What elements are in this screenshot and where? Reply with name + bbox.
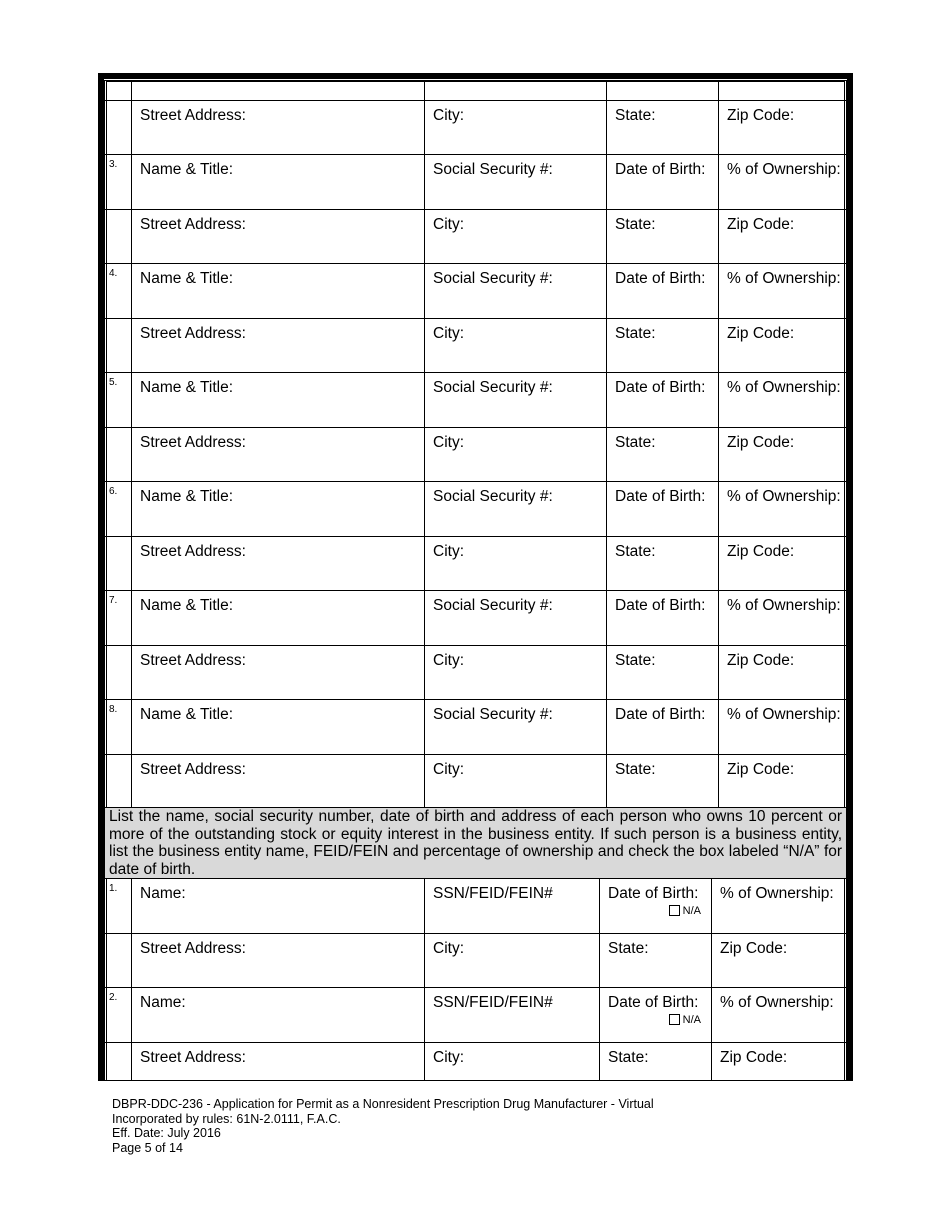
state-field[interactable]: State: xyxy=(607,645,719,700)
date-of-birth-field[interactable]: Date of Birth: xyxy=(607,482,719,537)
ownership-percent-field[interactable]: % of Ownership: xyxy=(719,155,847,210)
zip-code-field[interactable]: Zip Code: xyxy=(712,1042,847,1080)
social-security-field[interactable]: Social Security #: xyxy=(425,591,607,646)
city-field[interactable]: City: xyxy=(425,1042,600,1080)
table-row xyxy=(105,933,847,988)
na-checkbox[interactable] xyxy=(669,905,680,916)
table-row xyxy=(105,482,847,537)
zip-code-field[interactable]: Zip Code: xyxy=(719,318,847,373)
zip-code-field[interactable]: Zip Code: xyxy=(719,536,847,591)
social-security-field[interactable]: Social Security #: xyxy=(425,482,607,537)
row-number: 7. xyxy=(105,591,132,646)
ownership-percent-field[interactable]: % of Ownership: xyxy=(719,700,847,755)
ownership-percent-field[interactable]: % of Ownership: xyxy=(712,879,847,934)
ownership-percent-field[interactable]: % of Ownership: xyxy=(719,591,847,646)
table-row xyxy=(105,645,847,700)
effective-date: Eff. Date: July 2016 xyxy=(112,1126,221,1140)
social-security-field[interactable]: Social Security #: xyxy=(425,264,607,319)
row-number: 1. xyxy=(105,879,132,934)
state-field[interactable]: State: xyxy=(607,427,719,482)
ownership-percent-field[interactable]: % of Ownership: xyxy=(712,988,847,1043)
city-field[interactable]: City: xyxy=(425,645,607,700)
street-address-field[interactable]: Street Address: xyxy=(132,754,425,809)
na-label: N/A xyxy=(682,1014,701,1026)
social-security-field[interactable]: Social Security #: xyxy=(425,700,607,755)
row-number: 6. xyxy=(105,482,132,537)
ownership-percent-field[interactable]: % of Ownership: xyxy=(719,373,847,428)
social-security-field[interactable]: Social Security #: xyxy=(425,373,607,428)
ownership-percent-field[interactable]: % of Ownership: xyxy=(719,482,847,537)
name-field[interactable]: Name: xyxy=(132,879,425,934)
date-of-birth-field[interactable]: Date of Birth: xyxy=(607,155,719,210)
zip-code-field[interactable]: Zip Code: xyxy=(719,427,847,482)
zip-code-field[interactable]: Zip Code: xyxy=(719,754,847,809)
table-row xyxy=(105,155,847,210)
date-of-birth-field[interactable]: Date of Birth: N/A xyxy=(600,988,712,1043)
table-row xyxy=(105,879,847,934)
table-row xyxy=(105,373,847,428)
form-title: DBPR-DDC-236 - Application for Permit as a Nonresident Prescription Drug Manufacturer - Virtual xyxy=(112,1097,654,1111)
date-of-birth-field[interactable]: Date of Birth: xyxy=(607,264,719,319)
city-field[interactable]: City: xyxy=(425,101,607,155)
table-row xyxy=(105,264,847,319)
zip-code-field[interactable]: Zip Code: xyxy=(719,645,847,700)
city-field[interactable]: City: xyxy=(425,754,607,809)
row-number: 5. xyxy=(105,373,132,428)
table-row xyxy=(105,988,847,1043)
row-number: 3. xyxy=(105,155,132,210)
city-field[interactable]: City: xyxy=(425,427,607,482)
name-title-field[interactable]: Name & Title: xyxy=(132,591,425,646)
name-title-field[interactable]: Name & Title: xyxy=(132,482,425,537)
city-field[interactable]: City: xyxy=(425,536,607,591)
zip-code-field[interactable]: Zip Code: xyxy=(719,101,847,155)
table-row xyxy=(105,536,847,591)
zip-code-field[interactable]: Zip Code: xyxy=(719,209,847,264)
name-title-field[interactable]: Name & Title: xyxy=(132,264,425,319)
city-field[interactable]: City: xyxy=(425,933,600,988)
ssn-feid-fein-field[interactable]: SSN/FEID/FEIN# xyxy=(425,879,600,934)
row-number: 8. xyxy=(105,700,132,755)
state-field[interactable]: State: xyxy=(607,318,719,373)
rule-reference: Incorporated by rules: 61N-2.0111, F.A.C. xyxy=(112,1111,341,1126)
street-address-field[interactable]: Street Address: xyxy=(132,933,425,988)
instructions-text: List the name, social security number, date of birth and address of each person who owns 10 percent or more of the outstanding stock or equity interest in the business entity. If such person is a business entity, list the business entity name, FEID/FEIN and percentage of ownership and check the box labeled “N/A” for date of birth. xyxy=(105,808,847,879)
table-row xyxy=(105,81,847,101)
date-of-birth-field[interactable]: Date of Birth: xyxy=(607,591,719,646)
table-row xyxy=(105,209,847,264)
social-security-field[interactable]: Social Security #: xyxy=(425,155,607,210)
owners-10-percent-table xyxy=(104,807,847,1081)
row-number: 2. xyxy=(105,988,132,1043)
name-title-field[interactable]: Name & Title: xyxy=(132,700,425,755)
table-row xyxy=(105,591,847,646)
name-field[interactable]: Name: xyxy=(132,988,425,1043)
state-field[interactable]: State: xyxy=(607,754,719,809)
date-of-birth-field[interactable]: Date of Birth: xyxy=(607,373,719,428)
street-address-field[interactable]: Street Address: xyxy=(132,427,425,482)
street-address-field[interactable]: Street Address: xyxy=(132,536,425,591)
table-row xyxy=(105,700,847,755)
table-row xyxy=(105,754,847,809)
table-row xyxy=(105,1042,847,1080)
state-field[interactable]: State: xyxy=(600,1042,712,1080)
na-checkbox[interactable] xyxy=(669,1014,680,1025)
ownership-percent-field[interactable]: % of Ownership: xyxy=(719,264,847,319)
street-address-field[interactable]: Street Address: xyxy=(132,1042,425,1080)
name-title-field[interactable]: Name & Title: xyxy=(132,155,425,210)
na-label: N/A xyxy=(682,905,701,917)
table-row xyxy=(105,101,847,155)
street-address-field[interactable]: Street Address: xyxy=(132,318,425,373)
name-title-field[interactable]: Name & Title: xyxy=(132,373,425,428)
city-field[interactable]: City: xyxy=(425,318,607,373)
page-footer xyxy=(112,1097,654,1155)
table-row xyxy=(105,808,847,879)
street-address-field[interactable]: Street Address: xyxy=(132,645,425,700)
state-field[interactable]: State: xyxy=(607,209,719,264)
city-field[interactable]: City: xyxy=(425,209,607,264)
owners-table xyxy=(104,80,847,809)
table-row xyxy=(105,318,847,373)
page-number: Page 5 of 14 xyxy=(112,1140,183,1155)
state-field[interactable]: State: xyxy=(600,933,712,988)
table-row xyxy=(105,427,847,482)
street-address-field[interactable]: Street Address: xyxy=(132,209,425,264)
date-of-birth-field[interactable]: Date of Birth: N/A xyxy=(600,879,712,934)
street-address-field[interactable]: Street Address: xyxy=(132,101,425,155)
ssn-feid-fein-field[interactable]: SSN/FEID/FEIN# xyxy=(425,988,600,1043)
state-field[interactable]: State: xyxy=(607,536,719,591)
date-of-birth-field[interactable]: Date of Birth: xyxy=(607,700,719,755)
zip-code-field[interactable]: Zip Code: xyxy=(712,933,847,988)
row-number: 4. xyxy=(105,264,132,319)
state-field[interactable]: State: xyxy=(607,101,719,155)
